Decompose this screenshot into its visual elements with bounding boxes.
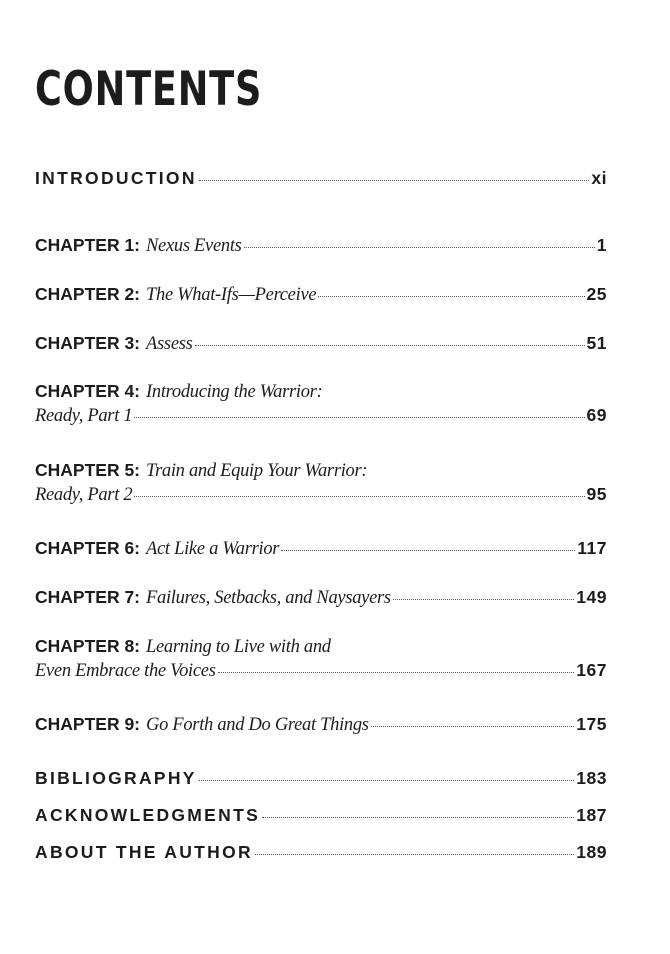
toc-entry-chapter-6[interactable] <box>35 538 607 560</box>
dot-leader <box>134 417 584 418</box>
dot-leader <box>218 672 575 673</box>
toc-page-number: 1 <box>596 235 607 255</box>
toc-page-number: 25 <box>586 284 607 304</box>
toc-subtitle: Nexus Events <box>146 236 242 256</box>
toc-page-number: 117 <box>577 538 607 558</box>
toc-label: CHAPTER 6: <box>35 538 141 558</box>
toc-label: INTRODUCTION <box>35 168 197 188</box>
toc-label: CHAPTER 8: <box>35 636 141 656</box>
dot-leader <box>244 247 595 248</box>
toc-label: CHAPTER 3: <box>35 333 141 353</box>
dot-leader <box>281 550 575 551</box>
dot-leader <box>134 496 584 497</box>
toc-label: ABOUT THE AUTHOR <box>35 842 253 862</box>
toc-entry-chapter-3[interactable] <box>35 333 607 355</box>
toc-page-number: xi <box>591 168 607 188</box>
toc-label: ACKNOWLEDGMENTS <box>35 805 261 825</box>
toc-entry-introduction[interactable] <box>35 168 607 189</box>
toc-label: BIBLIOGRAPHY <box>35 768 197 788</box>
toc-subtitle-line-2: Ready, Part 1 <box>35 406 133 426</box>
toc-entry-chapter-8[interactable] <box>35 636 607 682</box>
toc-entry-chapter-4[interactable] <box>35 381 607 427</box>
dot-leader <box>199 180 590 181</box>
toc-subtitle: Go Forth and Do Great Things <box>146 715 369 735</box>
dot-leader <box>195 345 585 346</box>
toc-page-number: 95 <box>586 484 607 504</box>
toc-entry-about-the-author[interactable] <box>35 842 607 863</box>
toc-subtitle: Act Like a Warrior <box>146 539 280 559</box>
toc-entry-chapter-5[interactable] <box>35 460 607 506</box>
toc-subtitle-line-1: Introducing the Warrior: <box>146 382 323 402</box>
contents-page <box>35 0 607 954</box>
toc-label: CHAPTER 9: <box>35 714 141 734</box>
toc-label: CHAPTER 2: <box>35 284 141 304</box>
toc-entry-acknowledgments[interactable] <box>35 805 607 826</box>
toc-subtitle: Assess <box>146 334 193 354</box>
dot-leader <box>262 817 574 818</box>
toc-entry-chapter-7[interactable] <box>35 587 607 609</box>
toc-page-number: 51 <box>586 333 607 353</box>
page-title: CONTENTS <box>35 62 263 117</box>
toc-page-number: 189 <box>576 842 607 862</box>
toc-entry-chapter-2[interactable] <box>35 284 607 306</box>
toc-label: CHAPTER 7: <box>35 587 141 607</box>
dot-leader <box>318 296 584 297</box>
toc-entry-chapter-1[interactable] <box>35 235 607 257</box>
toc-subtitle: Failures, Setbacks, and Naysayers <box>146 588 391 608</box>
toc-subtitle-line-2: Even Embrace the Voices <box>35 661 216 681</box>
toc-page-number: 167 <box>576 660 607 680</box>
toc-subtitle: The What-Ifs—Perceive <box>146 285 317 305</box>
toc-subtitle-line-2: Ready, Part 2 <box>35 485 133 505</box>
dot-leader <box>255 854 574 855</box>
toc-label: CHAPTER 5: <box>35 460 141 480</box>
toc-page-number: 175 <box>576 714 607 734</box>
toc-entry-chapter-9[interactable] <box>35 714 607 736</box>
toc-page-number: 69 <box>586 405 607 425</box>
dot-leader <box>371 726 575 727</box>
toc-page-number: 149 <box>576 587 607 607</box>
toc-label: CHAPTER 1: <box>35 235 141 255</box>
toc-entry-bibliography[interactable] <box>35 768 607 789</box>
dot-leader <box>393 599 575 600</box>
toc-page-number: 187 <box>576 805 607 825</box>
toc-page-number: 183 <box>576 768 607 788</box>
toc-subtitle-line-1: Learning to Live with and <box>146 637 331 657</box>
toc-label: CHAPTER 4: <box>35 381 141 401</box>
toc-subtitle-line-1: Train and Equip Your Warrior: <box>146 461 368 481</box>
dot-leader <box>199 780 575 781</box>
